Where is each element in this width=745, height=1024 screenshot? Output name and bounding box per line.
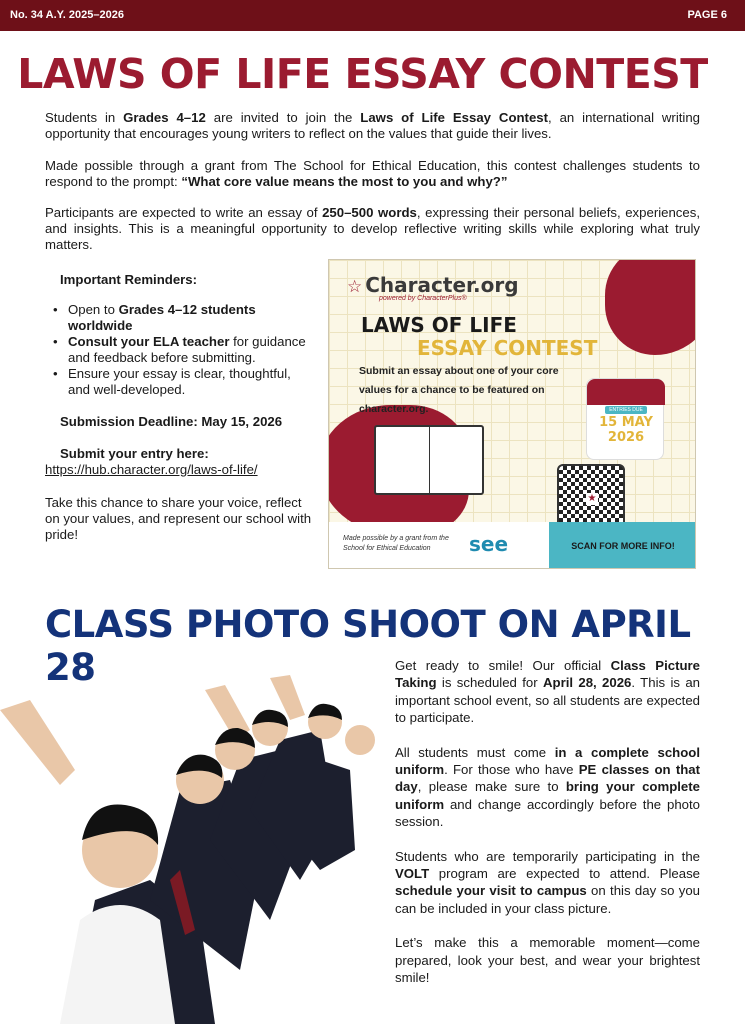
photo-shoot-text bbox=[395, 657, 700, 1004]
reminder-item: • Ensure your essay is clear, thoughtful, and well-developed. bbox=[45, 366, 315, 398]
submission-link[interactable]: https://hub.character.org/laws-of-life/ bbox=[45, 462, 258, 477]
due-date: 15 MAY 2026 bbox=[599, 415, 653, 445]
reminder-item: • Open to Grades 4–12 students worldwide bbox=[45, 302, 315, 334]
star-icon: ★ bbox=[587, 493, 597, 504]
poster-essay-heading: ESSAY CONTEST bbox=[417, 336, 598, 360]
open-book-icon bbox=[374, 425, 484, 495]
grant-credit: Made possible by a grant from the School for Ethical Education bbox=[343, 535, 449, 552]
entries-due-label: ENTRIES DUE bbox=[587, 407, 665, 413]
essay-contest-title: LAWS OF LIFE ESSAY CONTEST bbox=[17, 50, 708, 98]
scan-banner: SCAN FOR MORE INFO! bbox=[549, 522, 696, 569]
poster-laws-heading: LAWS OF LIFE bbox=[361, 313, 517, 337]
reminders-section bbox=[45, 272, 315, 543]
poster-footer bbox=[329, 522, 549, 569]
decorative-blob bbox=[605, 259, 696, 355]
students-photo bbox=[0, 670, 385, 1024]
photo-paragraph-2: All students must come in a complete school uniform. For those who have PE classes on that day, please make sure to bring your complete uniform and change accordingly before the photo session. bbox=[395, 744, 700, 830]
page-number: PAGE 6 bbox=[687, 9, 727, 21]
photo-shoot-title: CLASS PHOTO SHOOT ON APRIL 28 bbox=[45, 603, 691, 689]
submit-title: Submit your entry here: bbox=[60, 446, 209, 461]
issue-number: No. 34 A.Y. 2025–2026 bbox=[10, 9, 124, 21]
photo-paragraph-4: Let’s make this a memorable moment—come prepared, look your best, and wear your brightest smile! bbox=[395, 935, 700, 986]
star-icon: ☆ bbox=[347, 277, 363, 297]
calendar-icon bbox=[586, 378, 664, 460]
character-org-logo: ☆ Character.org bbox=[347, 273, 519, 297]
contest-poster bbox=[328, 259, 696, 569]
essay-prompt-paragraph: Made possible through a grant from The School for Ethical Education, this contest challenges students to respond to the prompt: “What core value means the most to you and why?” bbox=[45, 158, 700, 189]
essay-requirements-paragraph: Participants are expected to write an essay of 250–500 words, expressing their personal beliefs, experiences, and insights. This is a meaningful opportunity to develop reflective writing skills while exploring what truly matters. bbox=[45, 205, 700, 252]
reminders-title: Important Reminders: bbox=[60, 272, 198, 287]
header-bar bbox=[0, 0, 745, 31]
reminder-item: • Consult your ELA teacher for guidance and feedback before submitting. bbox=[45, 334, 315, 366]
powered-by: powered by CharacterPlus® bbox=[379, 295, 467, 302]
closing-text: Take this chance to share your voice, reflect on your values, and represent our school with pride! bbox=[45, 495, 312, 542]
photo-paragraph-3: Students who are temporarily participating in the VOLT program are expected to attend. Please schedule your visit to campus on this day so you can be included in your class picture. bbox=[395, 848, 701, 916]
reminders-list bbox=[45, 302, 315, 398]
photo-paragraph-1: Get ready to smile! Our official Class Picture Taking is scheduled for April 28, 2026. This is an important school event, so all students are expected to participate. bbox=[395, 658, 700, 726]
see-logo: see bbox=[469, 532, 509, 556]
poster-description: Submit an essay about one of your core values for a chance to be featured on character.org. bbox=[359, 365, 559, 415]
submission-deadline: Submission Deadline: May 15, 2026 bbox=[60, 414, 283, 429]
essay-intro-paragraph: Students in Grades 4–12 are invited to join the Laws of Life Essay Contest, an international writing opportunity that encourages young writers to reflect on the values that guide their lives. bbox=[45, 110, 701, 141]
